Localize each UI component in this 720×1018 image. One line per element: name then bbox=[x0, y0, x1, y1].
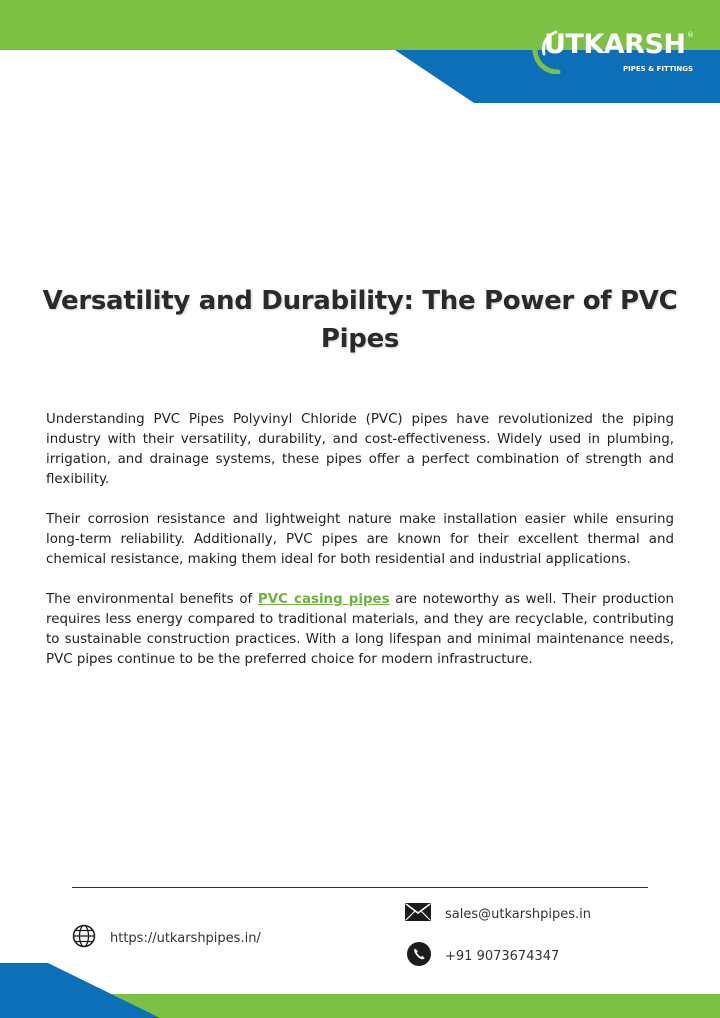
envelope-icon bbox=[405, 903, 431, 925]
logo-registered-mark: ® bbox=[687, 31, 694, 39]
pvc-casing-pipes-link[interactable]: PVC casing pipes bbox=[257, 592, 390, 607]
article-body bbox=[46, 410, 674, 690]
contact-website[interactable] bbox=[72, 924, 261, 952]
paragraph-2: Their corrosion resistance and lightweight nature make installation easier while ensuring long-term reliability. Additionally, PVC pipes are known for their excellent thermal and chemical resistance, making them ideal for both residential and industrial applications. bbox=[46, 512, 674, 567]
contact-email[interactable] bbox=[405, 903, 591, 925]
paragraph-3-end: are noteworthy as well. Their production requires less energy compared to traditional materials, and they are recyclable, contributing to sustainable construction practices. With a long lifespan and minimal maintenance needs, PVC pipes continue to be the preferred choice for modern infrastructure. bbox=[46, 592, 674, 667]
page-title: Versatility and Durability: The Power of PVC Pipes bbox=[42, 286, 678, 354]
footer-blue-band bbox=[0, 963, 160, 1018]
phone-icon bbox=[407, 942, 431, 970]
contact-website-text: https://utkarshpipes.in/ bbox=[110, 930, 261, 946]
logo-tagline: PIPES & FITTINGS bbox=[623, 65, 694, 73]
utkarsh-logo[interactable] bbox=[530, 20, 700, 80]
logo-brand-name: UTKARSH bbox=[544, 29, 686, 60]
footer-divider bbox=[72, 887, 648, 888]
paragraph-1: Understanding PVC Pipes Polyvinyl Chloride (PVC) pipes have revolutionized the piping industry with their versatility, durability, and cost-effectiveness. Widely used in plumbing, irrigation, and drainage systems, these pipes offer a perfect combination of strength and flexibility. bbox=[46, 412, 674, 487]
paragraph-3-start: The environmental benefits of bbox=[46, 592, 258, 607]
contact-email-text: sales@utkarshpipes.in bbox=[445, 906, 591, 922]
contact-phone-text: +91 9073674347 bbox=[445, 948, 560, 964]
paragraph-3 bbox=[46, 590, 674, 670]
contact-phone[interactable] bbox=[407, 942, 559, 970]
globe-icon bbox=[72, 924, 96, 952]
